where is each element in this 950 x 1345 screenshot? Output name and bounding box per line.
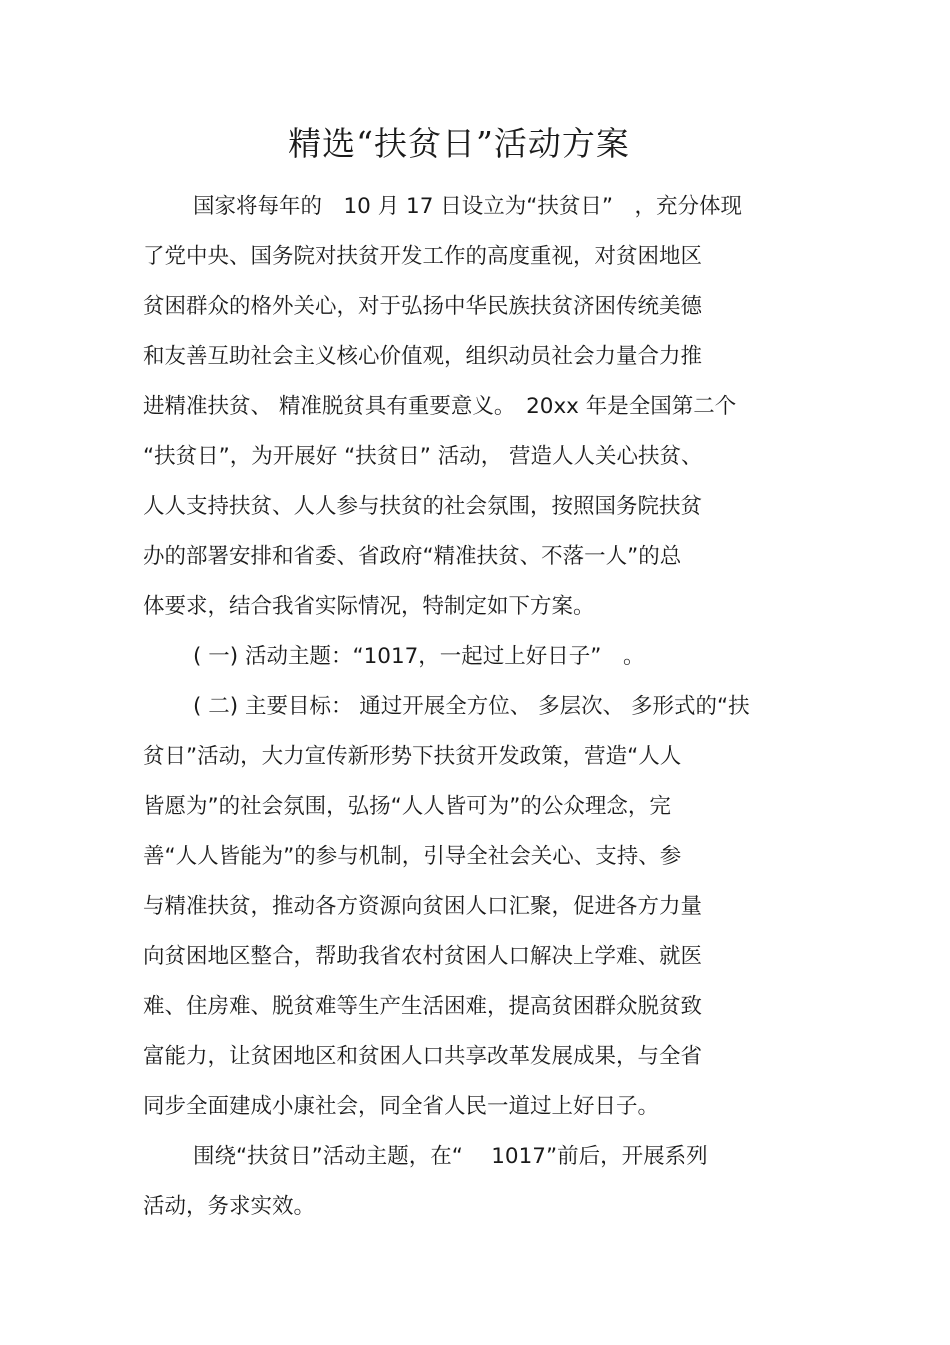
paragraph-line: 难、住房难、脱贫难等生产生活困难，提高贫困群众脱贫致: [143, 994, 703, 1019]
document-title: 精选“扶贫日”活动方案: [288, 124, 630, 163]
section-heading-goals: ( 二) 主要目标： 通过开展全方位、 多层次、 多形式的“扶: [193, 694, 750, 719]
paragraph-line: 富能力，让贫困地区和贫困人口共享改革发展成果，与全省: [143, 1044, 703, 1069]
paragraph-line: 国家将每年的 10 月 17 日设立为“扶贫日” ，充分体现: [193, 194, 742, 219]
paragraph-line: 了党中央、国务院对扶贫开发工作的高度重视，对贫困地区: [143, 244, 703, 269]
section-heading-theme: ( 一) 活动主题：“1017，一起过上好日子” 。: [193, 644, 645, 669]
paragraph-line: 围绕“扶贫日”活动主题，在“ 1017”前后，开展系列: [193, 1144, 708, 1169]
paragraph-line: 贫日”活动，大力宣传新形势下扶贫开发政策，营造“人人: [143, 744, 682, 769]
paragraph-line: 人人支持扶贫、人人参与扶贫的社会氛围，按照国务院扶贫: [143, 494, 703, 519]
paragraph-line: 贫困群众的格外关心，对于弘扬中华民族扶贫济困传统美德: [143, 294, 703, 319]
paragraph-line: 向贫困地区整合，帮助我省农村贫困人口解决上学难、就医: [143, 944, 703, 969]
paragraph-line: 同步全面建成小康社会，同全省人民一道过上好日子。: [143, 1094, 660, 1119]
paragraph-line: 与精准扶贫，推动各方资源向贫困人口汇聚，促进各方力量: [143, 894, 703, 919]
paragraph-line: 体要求，结合我省实际情况，特制定如下方案。: [143, 594, 595, 619]
paragraph-line: 善“人人皆能为”的参与机制，引导全社会关心、支持、参: [143, 844, 682, 869]
paragraph-line: 皆愿为”的社会氛围，弘扬“人人皆可为”的公众理念，完: [143, 794, 671, 819]
paragraph-line: “扶贫日”，为开展好 “扶贫日” 活动， 营造人人关心扶贫、: [143, 444, 703, 469]
paragraph-line: 办的部署安排和省委、省政府“精准扶贫、不落一人”的总: [143, 544, 682, 569]
paragraph-line: 活动，务求实效。: [143, 1194, 316, 1219]
paragraph-line: 和友善互助社会主义核心价值观，组织动员社会力量合力推: [143, 344, 703, 369]
paragraph-line: 进精准扶贫、 精准脱贫具有重要意义。 20xx 年是全国第二个: [143, 394, 737, 419]
